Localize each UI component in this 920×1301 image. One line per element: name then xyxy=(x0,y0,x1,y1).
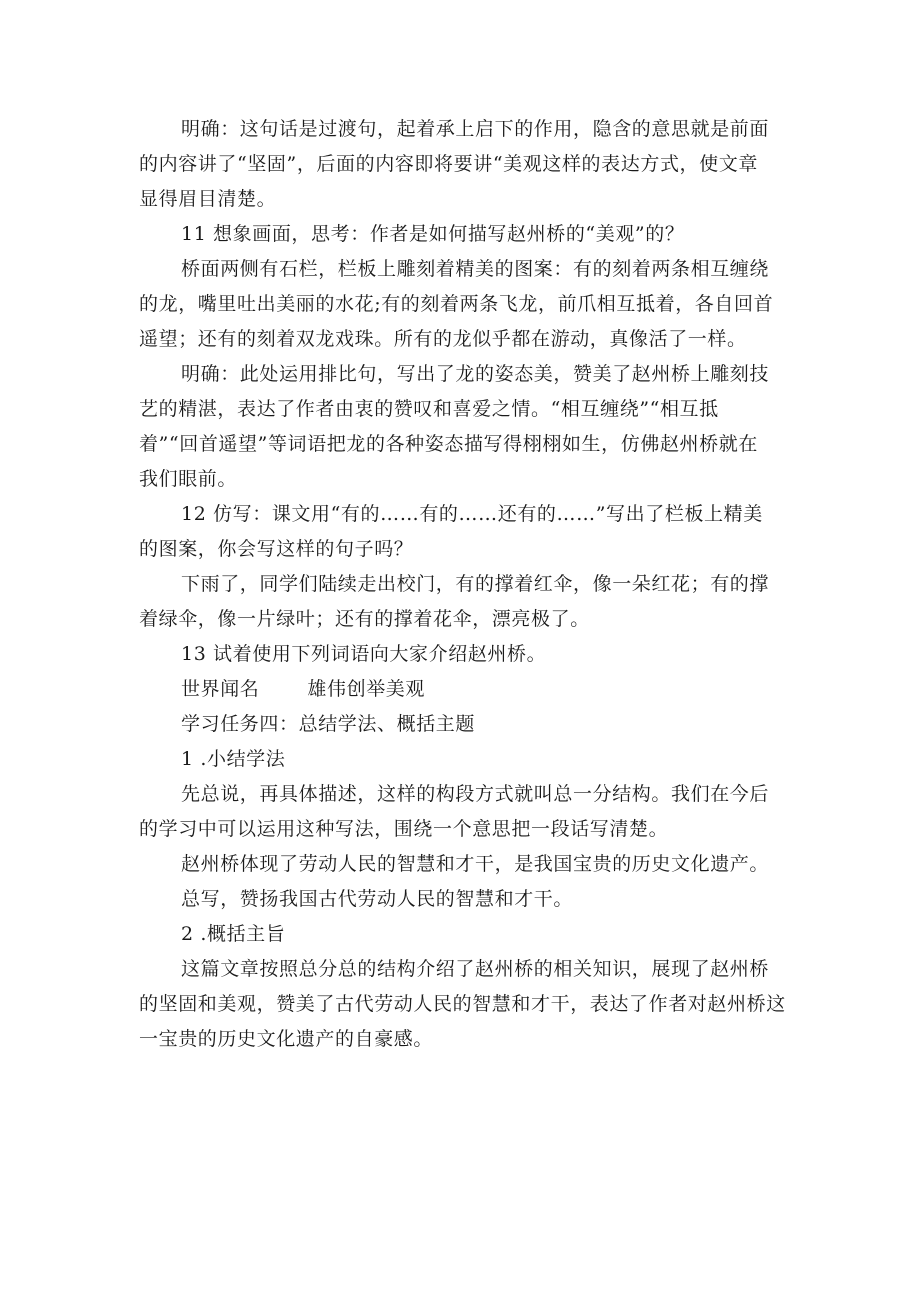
section-heading-task-4 xyxy=(139,707,795,742)
text-line: 这篇文章按照总分总的结构介绍了赵州桥的相关知识，展现了赵州桥 xyxy=(181,958,770,980)
term-first: 世界闻名 xyxy=(181,678,260,700)
text-line: 总写，赞扬我国古代劳动人民的智慧和才干。 xyxy=(181,888,574,910)
text-line: 我们眼前。 xyxy=(139,468,238,490)
text-line: 明确：此处运用排比句，写出了龙的姿态美，赞美了赵州桥上雕刻技 xyxy=(181,363,770,385)
paragraph-heritage xyxy=(139,847,795,882)
paragraph-summary-praise xyxy=(139,882,795,917)
text-line: 学习任务四：总结学法、概括主题 xyxy=(181,713,476,735)
term-second: 雄伟创举美观 xyxy=(307,678,426,700)
text-line: 一宝贵的历史文化遗产的自豪感。 xyxy=(139,1028,434,1050)
paragraph-structure-summary xyxy=(139,777,795,847)
text-line: 2 .概括主旨 xyxy=(181,923,286,945)
paragraph-parallelism-explanation xyxy=(139,357,795,497)
text-line: 12 仿写：课文用“有的……有的……还有的……”写出了栏板上精美 xyxy=(181,503,763,525)
text-line: 赵州桥体现了劳动人民的智慧和才干，是我国宝贵的历史文化遗产。 xyxy=(181,853,770,875)
question-12 xyxy=(139,497,795,567)
term-list xyxy=(139,672,795,707)
paragraph-main-idea xyxy=(139,952,795,1057)
paragraph-transition-explanation xyxy=(139,112,795,217)
text-line: 显得眉目清楚。 xyxy=(139,188,277,210)
text-line: 着绿伞，像一片绿叶；还有的撑着花伞，漂亮极了。 xyxy=(139,608,590,630)
text-line: 桥面两侧有石栏，栏板上雕刻着精美的图案：有的刻着两条相互缠绕 xyxy=(181,258,770,280)
paragraph-bridge-railings xyxy=(139,252,795,357)
text-line: 1 .小结学法 xyxy=(181,748,286,770)
document-body xyxy=(139,112,795,1057)
text-line: 先总说，再具体描述，这样的构段方式就叫总一分结构。我们在今后 xyxy=(181,783,770,805)
text-line: 遥望；还有的刻着双龙戏珠。所有的龙似乎都在游动，真像活了一样。 xyxy=(139,328,747,350)
text-line: 明确：这句话是过渡句，起着承上启下的作用，隐含的意思就是前面 xyxy=(181,118,770,140)
text-line: 的学习中可以运用这种写法，围绕一个意思把一段话写清楚。 xyxy=(139,818,669,840)
subheading-summarize-method xyxy=(139,742,795,777)
text-line: 的内容讲了“坚固”，后面的内容即将要讲“美观这样的表达方式，使文章 xyxy=(139,153,758,175)
paragraph-imitation-example xyxy=(139,567,795,637)
subheading-main-idea xyxy=(139,917,795,952)
question-13 xyxy=(139,637,795,672)
text-line: 的图案，你会写这样的句子吗？ xyxy=(139,538,414,560)
text-line: 下雨了，同学们陆续走出校门，有的撑着红伞，像一朵红花；有的撑 xyxy=(181,573,770,595)
text-line: 艺的精湛，表达了作者由衷的赞叹和喜爱之情。“相互缠绕”“相互抵 xyxy=(139,398,719,420)
text-line: 11 想象画面，思考：作者是如何描写赵州桥的“美观”的？ xyxy=(181,223,685,245)
text-line: 的坚固和美观，赞美了古代劳动人民的智慧和才干，表达了作者对赵州桥这 xyxy=(139,993,786,1015)
question-11 xyxy=(139,217,795,252)
text-line: 13 试着使用下列词语向大家介绍赵州桥。 xyxy=(181,643,547,665)
text-line: 的龙，嘴里吐出美丽的水花;有的刻着两条飞龙，前爪相互抵着，各自回首 xyxy=(139,293,774,315)
text-line: 着”“回首遥望”等词语把龙的各种姿态描写得栩栩如生，仿佛赵州桥就在 xyxy=(139,433,758,455)
